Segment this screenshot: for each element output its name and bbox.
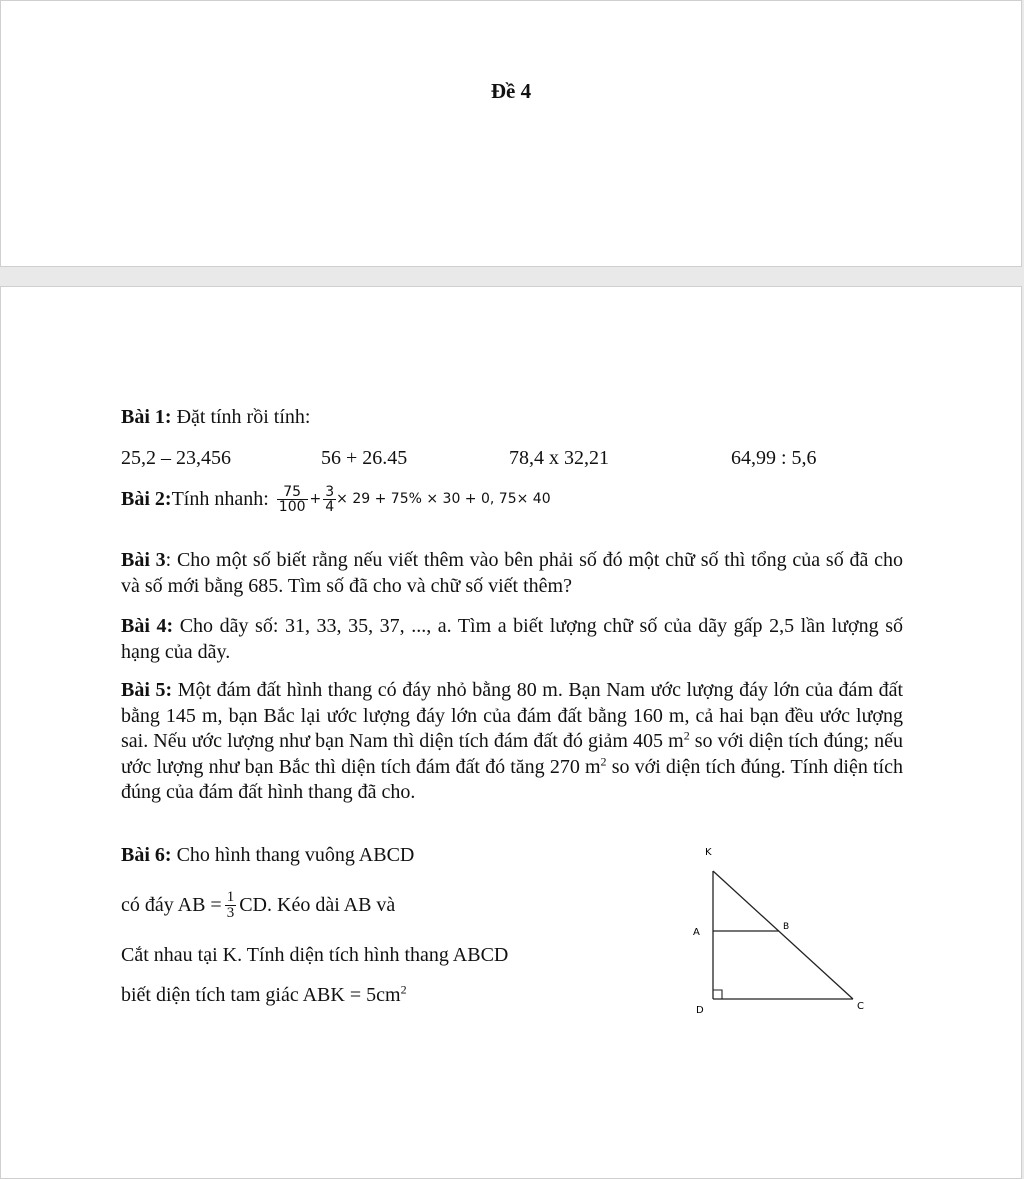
bai5-paragraph <box>121 678 903 806</box>
bai6-line-3: Cắt nhau tại K. Tính diện tích hình thang ABCD <box>121 944 509 966</box>
bai2-expression <box>277 485 551 514</box>
bai6-text-2-post: CD. Kéo dài AB và <box>239 893 396 916</box>
bai3-paragraph <box>121 548 903 599</box>
bai5-label: Bài 5: <box>121 679 173 701</box>
label-C: C <box>857 1001 864 1012</box>
bai6-sup: 2 <box>400 982 407 997</box>
bai2-fraction-1: $\frac{75}{100}$ <box>278 483 306 515</box>
bai2-label: Bài 2: <box>121 487 172 510</box>
bai5-text-a: Một đám đất hình thang có đáy nhỏ bằng 80 m. Bạn Nam ước lượng đáy lớn của đám đất bằng 145 m, bạn Bắc lại ước lượng đáy lớn của đám đất bằng 160 m, cả hai bạn đều ước lượng sai. Nếu ước lượng như bạn Nam thì diện tích đám đất đó giảm 405 m <box>121 679 904 752</box>
bai1-text: Đặt tính rồi tính: <box>171 406 311 428</box>
bai3-text: : Cho một số biết rằng nếu viết thêm vào bên phải số đó một chữ số thì tổng của số đã cho và số mới bằng 685. Tìm số đã cho và chữ số viết thêm? <box>121 549 903 597</box>
label-K: K <box>705 847 712 858</box>
bai1-expr-4: 64,99 : 5,6 <box>731 447 817 469</box>
right-angle-mark <box>713 990 722 999</box>
bai5-sup-2: 2 <box>600 753 607 768</box>
bai2-text: Tính nhanh: <box>171 487 269 510</box>
bai2-plus: + <box>309 491 322 507</box>
label-B: B <box>783 922 790 932</box>
bai6-fraction: $\frac{1}{3}$ <box>226 888 235 921</box>
bai1-expr-2: 56 + 26.45 <box>321 447 408 469</box>
label-D: D <box>696 1005 704 1016</box>
label-A: A <box>693 927 700 938</box>
bai2-fraction-2: $\frac{3}{4}$ <box>325 483 335 515</box>
bai1-expr-1: 25,2 – 23,456 <box>121 447 231 469</box>
bai6-line-1 <box>121 844 414 867</box>
trapezoid-figure <box>681 837 881 1017</box>
bai6-line-2 <box>121 883 395 927</box>
bai1-label: Bài 1: <box>121 406 172 428</box>
bai1-expr-3: 78,4 x 32,21 <box>509 447 609 469</box>
page-1 <box>0 0 1022 267</box>
bai6-line-4 <box>121 984 407 1007</box>
exam-title: Đề 4 <box>490 79 532 103</box>
bai4-text: Cho dãy số: 31, 33, 35, 37, ..., a. Tìm a biết lượng chữ số của dãy gấp 2,5 lần lượng số hạng của dãy. <box>121 615 903 663</box>
bai2-line <box>121 474 551 524</box>
edge-KC <box>713 871 853 999</box>
bai1-heading <box>121 406 310 429</box>
bai4-label: Bài 4: <box>121 615 174 637</box>
bai5-text-b: so với diện tích đúng; nếu ước lượng như bạn Bắc thì diện tích đám đất đó tăng 270 m <box>121 730 903 778</box>
bai6-label: Bài 6: <box>121 844 172 866</box>
bai6-text-2-pre: có đáy AB = <box>121 893 222 916</box>
bai5-text-c: so với diện tích đúng. Tính diện tích đúng của đám đất hình thang đã cho. <box>121 755 903 803</box>
bai3-label: Bài 3 <box>121 549 166 571</box>
bai4-paragraph <box>121 614 903 665</box>
bai2-rest: × 29 + 75% × 30 + 0, 75× 40 <box>336 491 551 507</box>
bai5-sup-1: 2 <box>683 728 690 743</box>
bai6-text-4: biết diện tích tam giác ABK = 5cm <box>121 984 401 1006</box>
bai6-text-1: Cho hình thang vuông ABCD <box>171 844 415 866</box>
page-2 <box>0 286 1022 1179</box>
